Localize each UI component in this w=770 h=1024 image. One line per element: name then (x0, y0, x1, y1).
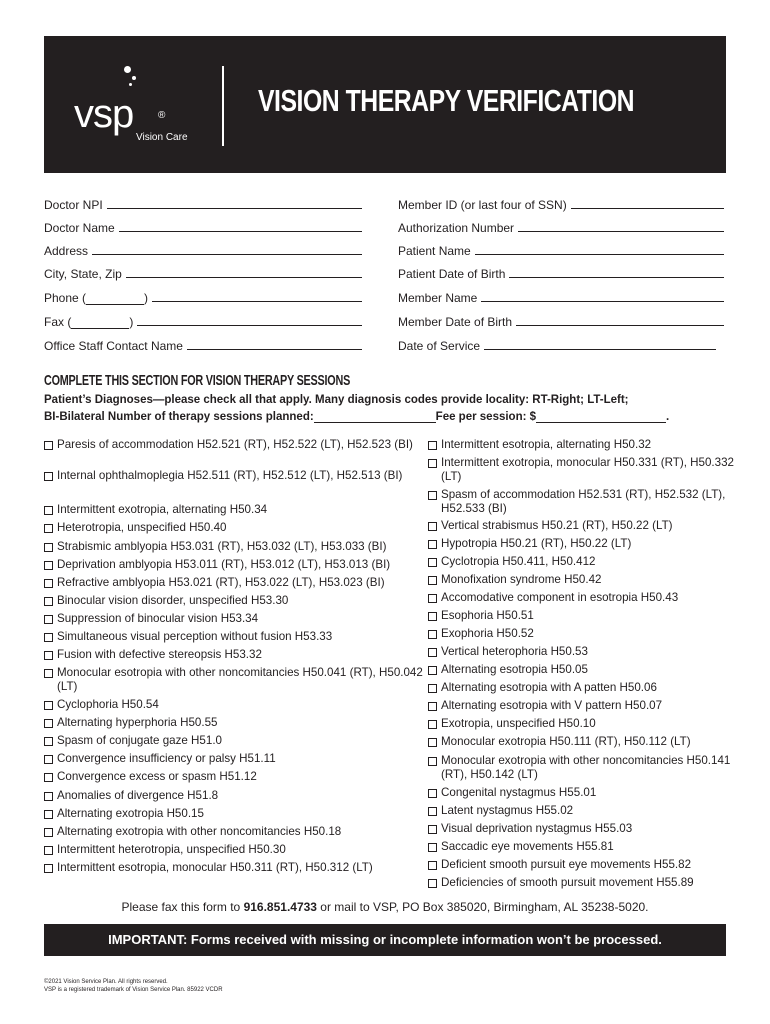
diagnosis-checkbox[interactable] (44, 669, 53, 678)
diagnosis-checkbox[interactable] (428, 594, 437, 603)
diagnosis-item[interactable] (44, 521, 427, 535)
diagnosis-checkbox[interactable] (44, 773, 53, 782)
diagnosis-item[interactable] (44, 540, 427, 554)
field-doctor-npi[interactable]: Doctor NPI (44, 196, 362, 212)
diagnosis-checkbox[interactable] (44, 846, 53, 855)
diagnosis-checkbox[interactable] (428, 648, 437, 657)
diagnosis-item[interactable] (44, 666, 427, 694)
diagnosis-item[interactable] (44, 576, 427, 590)
diagnosis-checkbox[interactable] (44, 597, 53, 606)
diagnosis-checkbox[interactable] (428, 825, 437, 834)
diagnosis-item[interactable] (428, 456, 741, 484)
diagnosis-item[interactable] (44, 843, 427, 857)
diagnosis-label: Simultaneous visual perception without fusion H53.33 (57, 630, 333, 643)
diagnosis-checkbox[interactable] (428, 558, 437, 567)
diagnosis-checkbox[interactable] (428, 720, 437, 729)
important-banner: IMPORTANT: Forms received with missing or incomplete information won’t be processed. (44, 924, 726, 956)
diagnosis-label: Alternating esotropia with A patten H50.06 (441, 681, 657, 694)
diagnosis-item[interactable] (44, 503, 427, 517)
diagnosis-checkbox[interactable] (44, 651, 53, 660)
sessions-planned-field[interactable] (314, 412, 436, 423)
header-banner (44, 36, 726, 173)
diagnosis-item[interactable] (428, 609, 741, 623)
diagnosis-item[interactable] (428, 438, 741, 452)
diagnosis-label: Spasm of conjugate gaze H51.0 (57, 734, 222, 747)
diagnosis-label: Heterotropia, unspecified H50.40 (57, 521, 227, 534)
vsp-logo: vsp ® Vision Care (74, 66, 204, 146)
diagnosis-label: Alternating esotropia with V pattern H50.07 (441, 699, 663, 712)
field-phone[interactable]: Phone ( ) (44, 289, 362, 305)
diagnosis-label: Refractive amblyopia H53.021 (RT), H53.022 (LT), H53.023 (BI) (57, 576, 385, 589)
field-patient-dob[interactable]: Patient Date of Birth (398, 265, 724, 281)
diagnosis-checkbox[interactable] (44, 524, 53, 533)
diagnosis-label: Monocular esotropia with other noncomitancies H50.041 (RT), H50.042 (LT) (57, 666, 423, 693)
diagnosis-label: Paresis of accommodation H52.521 (RT), H52.522 (LT), H52.523 (BI) (57, 438, 413, 451)
diagnosis-item[interactable] (44, 438, 427, 452)
logo-subtitle: Vision Care (136, 132, 188, 143)
diagnosis-label: Accomodative component in esotropia H50.43 (441, 591, 679, 604)
diagnosis-checkbox[interactable] (44, 561, 53, 570)
diagnosis-checkbox[interactable] (428, 630, 437, 639)
diagnosis-item[interactable] (428, 488, 741, 516)
diagnosis-item[interactable] (428, 735, 741, 749)
field-fax[interactable]: Fax ( ) (44, 313, 362, 329)
diagnosis-item[interactable] (44, 789, 427, 803)
diagnosis-checkbox[interactable] (428, 540, 437, 549)
diagnosis-item[interactable] (428, 537, 741, 551)
diagnosis-checkbox[interactable] (44, 615, 53, 624)
diagnosis-item[interactable] (44, 612, 427, 626)
diagnosis-label: Vertical strabismus H50.21 (RT), H50.22 (LT) (441, 519, 673, 532)
diagnosis-item[interactable] (44, 752, 427, 766)
diagnosis-checkbox[interactable] (428, 789, 437, 798)
diagnosis-label: Hypotropia H50.21 (RT), H50.22 (LT) (441, 537, 632, 550)
diagnosis-label: Alternating exotropia with other noncomitancies H50.18 (57, 825, 342, 838)
diagnosis-item[interactable] (44, 807, 427, 821)
diagnosis-label: Alternating hyperphoria H50.55 (57, 716, 218, 729)
diagnosis-checkbox[interactable] (428, 491, 437, 500)
diagnosis-label: Cyclotropia H50.411, H50.412 (441, 555, 596, 568)
diagnosis-item[interactable] (428, 717, 741, 731)
diagnosis-label: Intermittent heterotropia, unspecified H50.30 (57, 843, 286, 856)
field-patient-name[interactable]: Patient Name (398, 242, 724, 258)
diagnosis-label: Cyclophoria H50.54 (57, 698, 159, 711)
diagnosis-item[interactable] (428, 804, 741, 818)
diagnosis-label: Intermittent exotropia, alternating H50.34 (57, 503, 268, 516)
diagnosis-checkbox[interactable] (428, 441, 437, 450)
diagnosis-label: Intermittent esotropia, alternating H50.32 (441, 438, 652, 451)
diagnosis-item[interactable] (428, 555, 741, 569)
diagnosis-checkbox[interactable] (428, 684, 437, 693)
diagnosis-label: Monocular exotropia H50.111 (RT), H50.112 (LT) (441, 735, 691, 748)
fax-number: 916.851.4733 (243, 900, 317, 914)
fee-per-session-field[interactable] (536, 412, 666, 423)
field-date-of-service[interactable]: Date of Service (398, 337, 716, 353)
diagnosis-item[interactable] (44, 594, 427, 608)
diagnosis-label: Anomalies of divergence H51.8 (57, 789, 219, 802)
diagnosis-label: Saccadic eye movements H55.81 (441, 840, 614, 853)
diagnosis-label: Strabismic amblyopia H53.031 (RT), H53.032 (LT), H53.033 (BI) (57, 540, 387, 553)
diagnosis-label: Congenital nystagmus H55.01 (441, 786, 597, 799)
diagnosis-item[interactable] (44, 716, 427, 730)
field-member-name[interactable]: Member Name (398, 289, 724, 305)
diagnosis-checkbox[interactable] (428, 576, 437, 585)
diagnosis-label: Visual deprivation nystagmus H55.03 (441, 822, 633, 835)
fax-instructions: Please fax this form to 916.851.4733 or mail to VSP, PO Box 385020, Birmingham, AL 35238-5020. (121, 900, 649, 914)
diagnosis-label: Spasm of accommodation H52.531 (RT), H52.532 (LT), H52.533 (BI) (441, 488, 726, 515)
diagnosis-label: Binocular vision disorder, unspecified H53.30 (57, 594, 289, 607)
diagnosis-checkbox[interactable] (44, 755, 53, 764)
diagnosis-label: Fusion with defective stereopsis H53.32 (57, 648, 262, 661)
section-title: COMPLETE THIS SECTION FOR VISION THERAPY SESSIONS (44, 372, 351, 389)
diagnosis-checkbox[interactable] (428, 702, 437, 711)
diagnosis-checkbox[interactable] (44, 441, 53, 450)
field-member-id[interactable]: Member ID (or last four of SSN) (398, 196, 724, 212)
diagnosis-label: Alternating exotropia H50.15 (57, 807, 204, 820)
diagnosis-label: Convergence excess or spasm H51.12 (57, 770, 257, 783)
diagnosis-label: Deficiencies of smooth pursuit movement H55.89 (441, 876, 694, 889)
diagnosis-checkbox[interactable] (44, 792, 53, 801)
diagnosis-checkbox[interactable] (428, 522, 437, 531)
form-title: VISION THERAPY VERIFICATION (258, 83, 635, 118)
diagnosis-item[interactable] (44, 825, 427, 839)
diagnosis-label: Monofixation syndrome H50.42 (441, 573, 602, 586)
diagnosis-item[interactable] (428, 519, 741, 533)
diagnosis-item[interactable] (44, 698, 427, 712)
diagnosis-item[interactable] (428, 876, 741, 890)
diagnosis-checkbox[interactable] (428, 843, 437, 852)
diagnosis-label: Exophoria H50.52 (441, 627, 534, 640)
diagnosis-checkbox[interactable] (428, 757, 437, 766)
diagnosis-checkbox[interactable] (428, 879, 437, 888)
diagnosis-item[interactable] (44, 648, 427, 662)
field-address[interactable]: Address (44, 242, 362, 258)
diagnosis-item[interactable] (44, 861, 427, 875)
diagnosis-label: Intermittent esotropia, monocular H50.311 (RT), H50.312 (LT) (57, 861, 373, 874)
diagnosis-item[interactable] (44, 558, 427, 572)
diagnosis-item[interactable] (428, 681, 741, 695)
diagnosis-item[interactable] (428, 627, 741, 641)
diagnosis-label: Alternating esotropia H50.05 (441, 663, 588, 676)
diagnosis-item[interactable] (44, 770, 427, 784)
field-office-staff-contact[interactable]: Office Staff Contact Name (44, 337, 362, 353)
diagnosis-label: Deprivation amblyopia H53.011 (RT), H53.012 (LT), H53.013 (BI) (57, 558, 391, 571)
diagnosis-label: Esophoria H50.51 (441, 609, 534, 622)
diagnosis-checkbox[interactable] (428, 738, 437, 747)
diagnosis-item[interactable] (428, 786, 741, 800)
diagnosis-item[interactable] (44, 469, 427, 483)
diagnosis-item[interactable] (44, 734, 427, 748)
logo-wordmark: vsp (74, 92, 134, 136)
instruction-line-1: Patient’s Diagnoses—please check all that apply. Many diagnosis codes provide locality: RT-Right; LT-Left; (44, 394, 629, 406)
diagnosis-checkbox[interactable] (44, 543, 53, 552)
copyright-text: ©2021 Vision Service Plan. All rights reserved. (44, 979, 168, 985)
diagnosis-label: Intermittent exotropia, monocular H50.331 (RT), H50.332 (LT) (441, 456, 734, 483)
diagnosis-label: Monocular exotropia with other noncomitancies H50.141 (RT), H50.142 (LT) (441, 754, 731, 781)
header-divider (222, 66, 224, 146)
diagnosis-item[interactable] (428, 645, 741, 659)
diagnosis-item[interactable] (428, 840, 741, 854)
diagnosis-checkbox[interactable] (44, 864, 53, 873)
diagnosis-checkbox[interactable] (428, 666, 437, 675)
diagnosis-checkbox[interactable] (44, 828, 53, 837)
instruction-line-2: BI-Bilateral Number of therapy sessions planned: Fee per session: $ . (44, 411, 670, 423)
field-doctor-name[interactable]: Doctor Name (44, 219, 362, 235)
diagnosis-checkbox[interactable] (428, 459, 437, 468)
diagnosis-checkbox[interactable] (428, 807, 437, 816)
field-authorization-number[interactable]: Authorization Number (398, 219, 724, 235)
diagnosis-label: Internal ophthalmoplegia H52.511 (RT), H52.512 (LT), H52.513 (BI) (57, 469, 403, 482)
diagnosis-checkbox[interactable] (44, 579, 53, 588)
diagnosis-item[interactable] (428, 573, 741, 587)
diagnosis-checkbox[interactable] (44, 633, 53, 642)
field-city-state-zip[interactable]: City, State, Zip (44, 265, 362, 281)
diagnosis-item[interactable] (428, 822, 741, 836)
diagnosis-checkbox[interactable] (44, 701, 53, 710)
diagnosis-item[interactable] (428, 591, 741, 605)
trademark-text: VSP is a registered trademark of Vision Service Plan. 85922 VCDR (44, 987, 223, 993)
diagnosis-checkbox[interactable] (44, 506, 53, 515)
diagnosis-checkbox[interactable] (44, 472, 53, 481)
diagnosis-checkbox[interactable] (428, 612, 437, 621)
diagnosis-item[interactable] (44, 630, 427, 644)
diagnosis-item[interactable] (428, 754, 741, 782)
diagnosis-label: Suppression of binocular vision H53.34 (57, 612, 259, 625)
diagnosis-label: Latent nystagmus H55.02 (441, 804, 574, 817)
diagnosis-checkbox[interactable] (428, 861, 437, 870)
diagnosis-item[interactable] (428, 663, 741, 677)
diagnosis-label: Convergence insufficiency or palsy H51.11 (57, 752, 276, 765)
field-member-dob[interactable]: Member Date of Birth (398, 313, 724, 329)
diagnosis-checkbox[interactable] (44, 810, 53, 819)
diagnosis-label: Deficient smooth pursuit eye movements H55.82 (441, 858, 692, 871)
diagnosis-label: Vertical heterophoria H50.53 (441, 645, 588, 658)
diagnosis-label: Exotropia, unspecified H50.10 (441, 717, 596, 730)
diagnosis-checkbox[interactable] (44, 719, 53, 728)
diagnosis-item[interactable] (428, 858, 741, 872)
diagnosis-item[interactable] (428, 699, 741, 713)
diagnosis-checkbox[interactable] (44, 737, 53, 746)
